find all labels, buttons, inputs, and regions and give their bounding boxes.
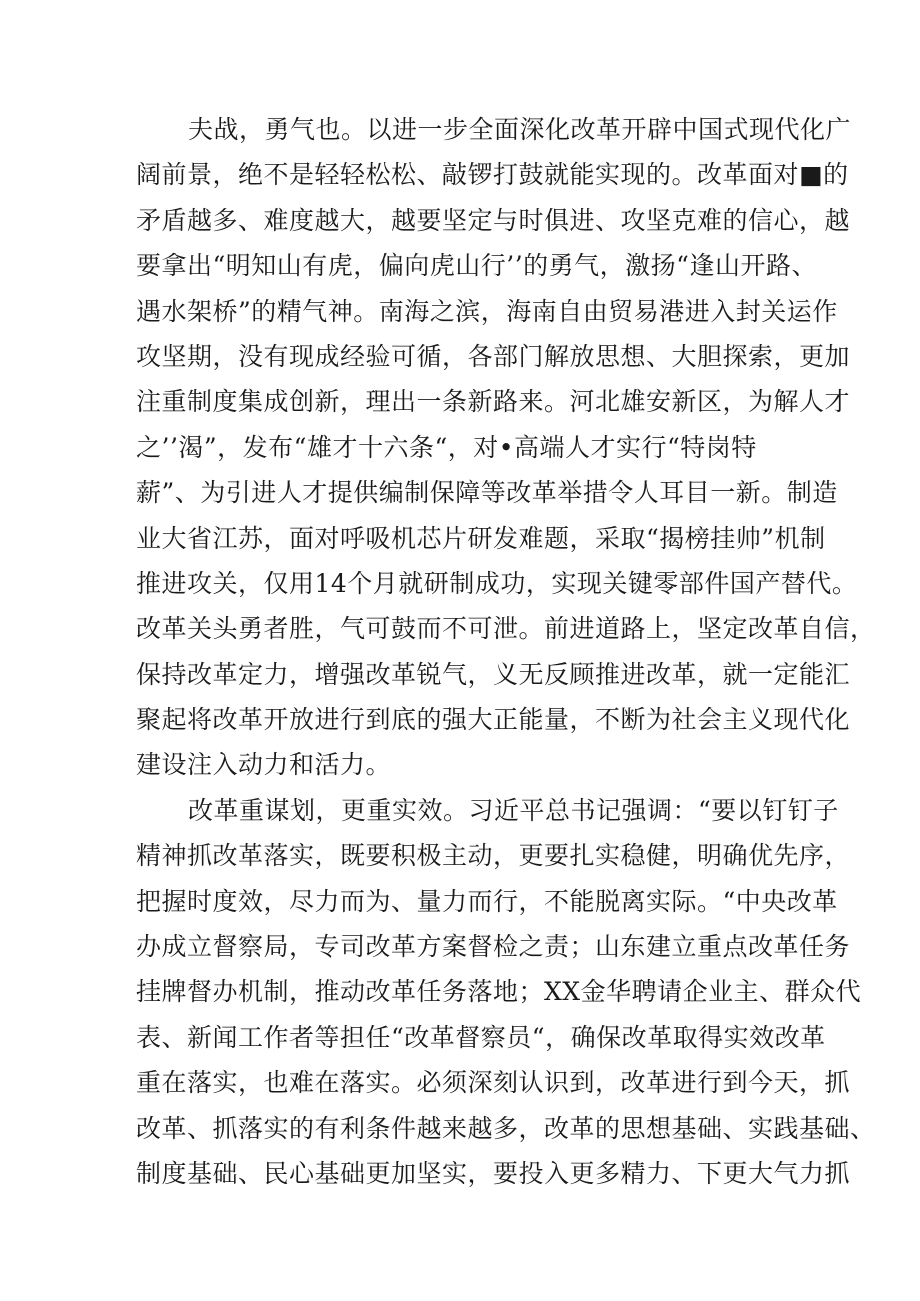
text-line: 要拿出“明知山有虎，偏向虎山行’’的勇气，激扬“逢山开路、: [136, 251, 817, 281]
text-line: 聚起将改革开放进行到底的强大正能量，不断为社会主义现代化: [136, 705, 851, 735]
text-line: 改革重谋划，更重实效。习近平总书记强调：“要以钉钉子: [188, 795, 839, 825]
paragraph-2: [136, 788, 876, 1197]
paragraph-1: [136, 107, 876, 788]
text-line: 薪”、为引进人才提供编制保障等改革举措令人耳目一新。制造: [136, 478, 838, 508]
text-line: 改革、抓落实的有利条件越来越多，改革的思想基础、实践基础、: [136, 1113, 876, 1143]
text-line: 挂牌督办机制，推动改革任务落地；XX金华聘请企业主、群众代: [136, 977, 862, 1007]
text-line: 精神抓改革落实，既要积极主动，更要扎实稳健，明确优先序，: [136, 841, 851, 871]
text-line: 保持改革定力，增强改革锐气，义无反顾推进改革，就一定能汇: [136, 659, 851, 689]
text-line: 矛盾越多、难度越大，越要坚定与时俱进、攻坚克难的信心，越: [136, 205, 851, 235]
text-line: 建设注入动力和活力。: [136, 750, 392, 780]
document-body: [136, 107, 876, 1196]
text-line: 推进攻关，仅用14个月就研制成功，实现关键零部件国产替代。: [136, 568, 858, 598]
text-line: 攻坚期，没有现成经验可循，各部门解放思想、大胆探索，更加: [136, 341, 851, 371]
text-line: 阔前景，绝不是轻轻松松、敲锣打鼓就能实现的。改革面对■的: [136, 160, 849, 190]
text-line: 表、新闻工作者等担任“改革督察员“，确保改革取得实效改革: [136, 1022, 826, 1052]
text-line: 夫战，勇气也。以进一步全面深化改革开辟中国式现代化广: [188, 115, 852, 144]
text-line: 重在落实，也难在落实。必须深刻认识到，改革进行到今天，抓: [136, 1068, 851, 1098]
text-line: 之’’渴”，发布“雄才十六条“，对•高端人才实行“特岗特: [136, 432, 757, 462]
text-line: 注重制度集成创新，理出一条新路来。河北雄安新区，为解人才: [136, 387, 851, 417]
text-line: 改革关头勇者胜，气可鼓而不可泄。前进道路上，坚定改革自信，: [136, 614, 876, 644]
text-line: 制度基础、民心基础更加坚实，要投入更多精力、下更大气力抓: [136, 1158, 851, 1188]
text-line: 业大省江苏，面对呼吸机芯片研发难题，采取“揭榜挂帅”机制: [136, 523, 826, 553]
text-line: 办成立督察局，专司改革方案督检之责；山东建立重点改革任务: [136, 932, 851, 962]
text-line: 把握时度效，尽力而为、量力而行，不能脱离实际。“中央改革: [136, 886, 838, 916]
text-line: 遇水架桥”的精气神。南海之滨，海南自由贸易港进入封关运作: [136, 296, 838, 326]
